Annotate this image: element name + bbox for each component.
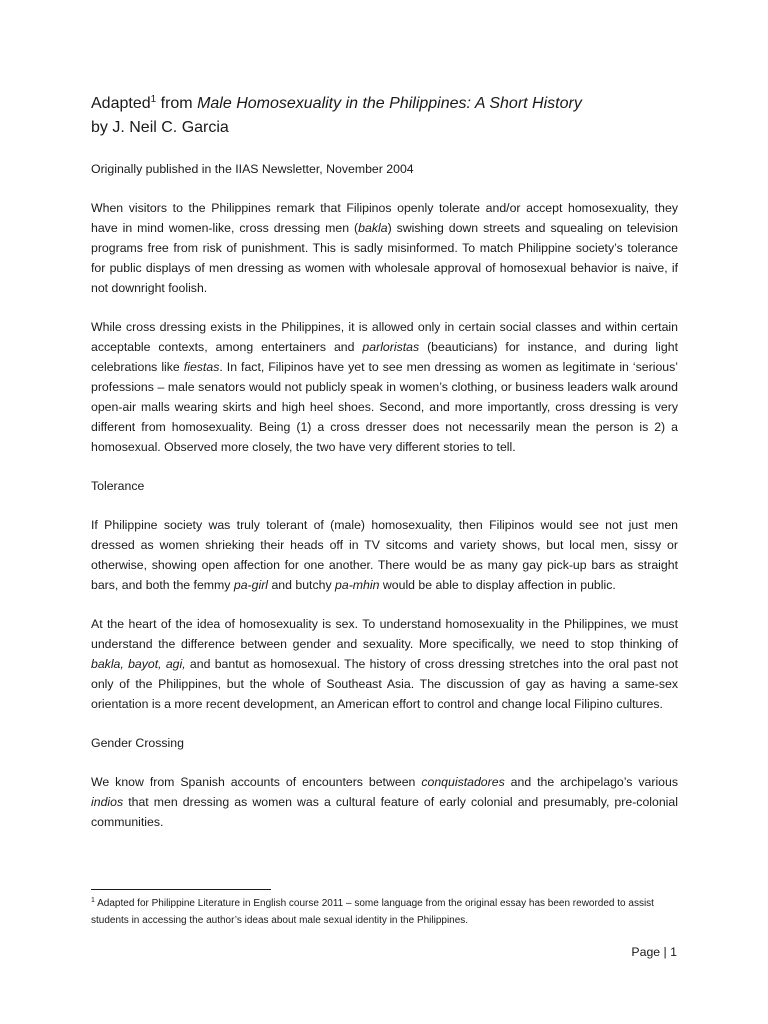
- source-line: Originally published in the IIAS Newsletter, November 2004: [91, 162, 414, 176]
- title-from: from: [156, 95, 198, 112]
- footnote-mark: 1: [91, 897, 95, 904]
- book-title: Male Homosexuality in the Philippines: A Short History: [197, 95, 582, 112]
- section-heading-gender-crossing: Gender Crossing: [91, 736, 184, 750]
- section-heading-tolerance: Tolerance: [91, 479, 145, 493]
- paragraph-4: At the heart of the idea of homosexuality is sex. To understand homosexuality in the Philippines, we must understand the difference between gender and sexuality. More specifically, we need to stop thinking of bakla, bayot, agi, and bantut as homosexual. The history of cross dressing stretches into the oral past not only of the Philippines, but the whole of Southeast Asia. The discussion of gay as having a same-sex orientation is a more recent development, an American effort to control and change local Filipino cultures.: [91, 617, 678, 711]
- paragraph-1: When visitors to the Philippines remark that Filipinos openly tolerate and/or accept homosexuality, they have in mind women-like, cross dressing men (bakla) swishing down streets and squealing on television programs free from risk of punishment. This is sadly misinformed. To match Philippine society’s tolerance for public displays of men dressing as women with wholesale approval of homosexual behavior is naive, if not downright foolish.: [91, 201, 678, 295]
- footnote: [91, 895, 678, 929]
- paragraph-5: We know from Spanish accounts of encounters between conquistadores and the archipelago’s various indios that men dressing as women was a cultural feature of early colonial and presumably, pre-colonial communities.: [91, 775, 678, 829]
- document-title: [91, 92, 678, 116]
- footnote-divider: [91, 889, 271, 890]
- footnote-reference[interactable]: 1: [150, 94, 157, 105]
- author-line: by J. Neil C. Garcia: [91, 119, 229, 136]
- page-number: Page | 1: [631, 945, 677, 959]
- footnote-text: Adapted for Philippine Literature in English course 2011 – some language from the original essay has been reworded to assist students in accessing the author’s ideas about male sexual identity in the Philippines.: [91, 898, 654, 926]
- document-body: [91, 92, 678, 851]
- title-adapted: Adapted: [91, 95, 151, 112]
- paragraph-2: While cross dressing exists in the Philippines, it is allowed only in certain social classes and within certain acceptable contexts, among entertainers and parloristas (beauticians) for instance, and during light celebrations like fiestas. In fact, Filipinos have yet to see men dressing as women as legitimate in ‘serious’ professions – male senators would not publicly speak in women’s clothing, or business leaders walk around open-air malls wearing skirts and high heel shoes. Second, and more importantly, cross dressing is very different from homosexuality. Being (1) a cross dresser does not necessarily mean the person is 2) a homosexual. Observed more closely, the two have very different stories to tell.: [91, 320, 679, 454]
- paragraph-3: If Philippine society was truly tolerant of (male) homosexuality, then Filipinos would see not just men dressed as women shrieking their heads off in TV sitcoms and variety shows, but local men, sissy or otherwise, showing open affection for one another. There would be as many gay pick-up bars as straight bars, and both the femmy pa-girl and butchy pa-mhin would be able to display affection in public.: [91, 518, 678, 592]
